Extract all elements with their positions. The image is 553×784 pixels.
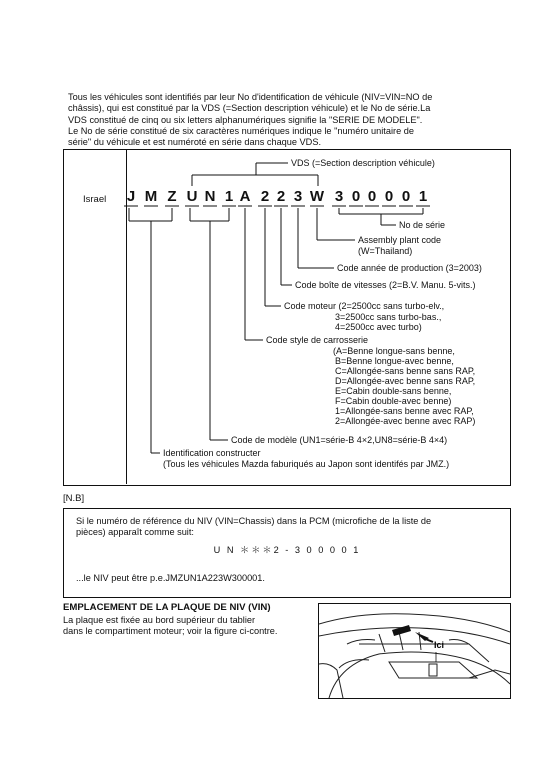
vin-char: W — [309, 188, 325, 205]
plate-line: dans le compartiment moteur; voir la figure ci-contre. — [63, 626, 278, 637]
vin-char: 1 — [418, 188, 428, 205]
vin-char: U — [186, 188, 198, 205]
plate-line: La plaque est fixée au bord supérieur du tablier — [63, 615, 256, 625]
intro-line: VDS constitué de cinq ou six letters alphanumériques signifie la "SERIE DE MODELE". — [68, 114, 423, 125]
vin-char: 0 — [367, 188, 377, 205]
intro-line: Tous les véhicules sont identifiés par leur No d'identification de véhicule (NIV=VIN=NO de — [68, 92, 433, 102]
body-style-detail: 1=Allongée-sans benne avec RAP, — [335, 406, 474, 416]
intro-line: série" du véhicule et est numéroté en série dans chaque VDS. — [68, 137, 322, 148]
vin-char: 3 — [334, 188, 344, 205]
vin-char: 0 — [351, 188, 361, 205]
callout-label: Ici — [434, 640, 445, 650]
country-label: Israel — [83, 194, 107, 205]
nb-line: Si le numéro de référence du NIV (VIN=Chassis) dans la PCM (microfiche de la liste de — [76, 516, 432, 526]
engine-bay-illustration — [318, 603, 511, 699]
nb-paragraph — [76, 516, 496, 539]
intro-line: Le No de série constitué de six caractères numériques indique le "numéro unitaire de — [68, 125, 414, 136]
vin-char: N — [204, 188, 216, 205]
body-style-detail: B=Benne longue-avec benne, — [335, 356, 454, 366]
body-style-detail: 2=Allongée-avec benne avec RAP) — [335, 416, 476, 426]
engine-label-detail: 3=2500cc sans turbo-bas., — [335, 312, 442, 322]
engine-label: Code moteur (2=2500cc sans turbo-elv., — [284, 301, 445, 311]
nb-line: pièces) apparaît comme suit: — [76, 527, 194, 538]
body-style-label: Code style de carrosserie — [266, 335, 369, 345]
vin-char: 2 — [260, 188, 270, 205]
plant-label: Assembly plant code — [358, 235, 442, 245]
vin-plate-marker — [392, 625, 411, 636]
plate-section-text — [63, 615, 313, 638]
plant-label-detail: (W=Thailand) — [358, 246, 413, 256]
vin-char: 0 — [384, 188, 394, 205]
plate-section-title: EMPLACEMENT DE LA PLAQUE DE NIV (VIN) — [63, 602, 271, 613]
body-style-detail: E=Cabin double-sans benne, — [335, 386, 452, 396]
vin-char: 0 — [401, 188, 411, 205]
vin-char: 2 — [276, 188, 286, 205]
vin-char: M — [144, 188, 158, 205]
vin-char: J — [126, 188, 136, 205]
nb-box — [63, 508, 511, 598]
body-style-detail: C=Allongée-sans benne sans RAP, — [335, 366, 476, 376]
model-label: Code de modèle (UN1=série-B 4×2,UN8=série-B 4×4) — [231, 435, 448, 445]
vin-char: A — [239, 188, 251, 205]
vin-char: 1 — [224, 188, 234, 205]
pcm-code: U N ＊＊＊2 - 3 0 0 0 0 1 — [213, 545, 361, 555]
body-style-detail: (A=Benne longue-sans benne, — [333, 346, 455, 356]
engine-label-detail: 4=2500cc avec turbo) — [335, 322, 422, 332]
intro-line: châssis), qui est constitué par la VDS (=Section description véhicule) et le No de série.La — [68, 103, 431, 114]
maker-label: Identification constructer — [163, 448, 261, 458]
gearbox-label: Code boîte de vitesses (2=B.V. Manu. 5-vits.) — [295, 280, 476, 290]
serial-label: No de série — [399, 220, 446, 230]
vin-char: 3 — [293, 188, 303, 205]
body-style-detail: F=Cabin double-avec benne) — [335, 396, 452, 406]
engine-bay-drawing — [319, 604, 510, 698]
year-label: Code année de production (3=2003) — [337, 263, 482, 273]
body-style-detail: D=Allongée-avec benne sans RAP, — [335, 376, 476, 386]
vds-label: VDS (=Section description véhicule) — [291, 158, 435, 168]
maker-label-detail: (Tous les véhicules Mazda faburiqués au Japon sont identifés par JMZ.) — [163, 459, 450, 469]
nb-example: ...le NIV peut être p.e.JMZUN1A223W300001. — [76, 573, 265, 583]
nb-title: [N.B] — [63, 493, 85, 504]
vin-char: Z — [167, 188, 177, 205]
